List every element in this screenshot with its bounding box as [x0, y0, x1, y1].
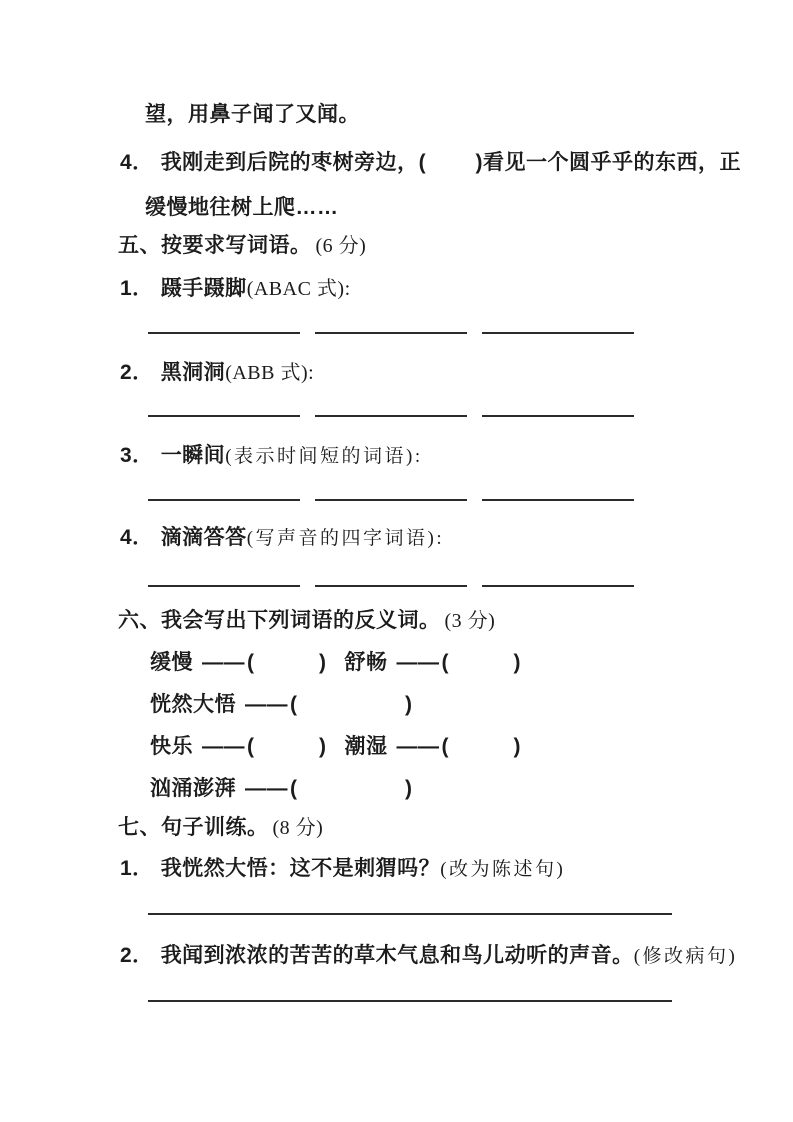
item-number: 2． — [120, 361, 154, 384]
antonym-blank: ( ) — [290, 777, 413, 800]
antonym-blank: ( ) — [290, 693, 413, 716]
answer-blanks-row-1 — [148, 322, 634, 334]
antonym-word: 快乐 — [150, 735, 193, 758]
antonym-dash: —— — [245, 693, 288, 716]
section-7-title: 七、句子训练。 — [118, 816, 269, 839]
section-5-item-2 — [120, 360, 314, 386]
antonym-row-4 — [150, 776, 413, 802]
answer-blank-line — [148, 405, 300, 417]
antonym-blank: ( ) — [247, 651, 327, 674]
item-word: 黑洞洞 — [160, 361, 226, 384]
item-word: 蹑手蹑脚 — [160, 277, 247, 300]
section-7-heading — [118, 815, 323, 841]
section-5-title: 五、按要求写词语。 — [118, 234, 312, 257]
section-7-points: (8 分) — [272, 817, 324, 839]
question-text: 我刚走到后院的枣树旁边，( )看见一个圆乎乎的东西，正 — [160, 151, 742, 174]
antonym-dash: —— — [202, 651, 245, 674]
antonym-blank: ( ) — [441, 735, 521, 758]
item-word: 滴滴答答 — [160, 526, 247, 549]
answer-blanks-row-4 — [148, 575, 634, 587]
antonym-row-2 — [150, 692, 413, 718]
antonym-blank: ( ) — [441, 651, 521, 674]
answer-blank-line — [315, 575, 467, 587]
answer-line — [148, 903, 672, 915]
section-5-points: (6 分) — [315, 235, 367, 257]
section-7-item-2 — [120, 943, 737, 970]
antonym-word: 恍然大悟 — [150, 693, 236, 716]
antonym-dash: —— — [396, 651, 440, 674]
section-5-item-4 — [120, 525, 444, 552]
answer-blank-line — [482, 489, 634, 501]
answer-blank-line — [482, 405, 634, 417]
antonym-dash: —— — [245, 777, 288, 800]
carryover-continuation-line: 望，用鼻子闻了又闻。 — [145, 103, 360, 126]
antonym-word: 舒畅 — [344, 651, 388, 674]
item-note: (ABB 式): — [225, 362, 315, 384]
item-note: (写声音的四字词语): — [246, 528, 445, 549]
item-number: 1． — [120, 277, 154, 300]
answer-blank-line — [482, 322, 634, 334]
antonym-dash: —— — [202, 735, 245, 758]
antonym-row-1 — [150, 650, 521, 676]
antonym-row-3 — [150, 734, 521, 760]
question-number: 4． — [120, 151, 154, 174]
section-5-item-1 — [120, 276, 351, 302]
answer-blank-line — [315, 322, 467, 334]
sentence-note: (修改病句) — [633, 946, 738, 967]
section-5-heading — [118, 233, 366, 259]
antonym-dash: —— — [396, 735, 440, 758]
answer-blank-line — [148, 322, 300, 334]
sentence-text: 我闻到浓浓的苦苦的草木气息和鸟儿动听的声音。 — [160, 944, 634, 967]
antonym-blank: ( ) — [247, 735, 327, 758]
section-6-title: 六、我会写出下列词语的反义词。 — [118, 609, 441, 632]
answer-blank-line — [482, 575, 634, 587]
item-number: 3． — [120, 444, 154, 467]
item-word: 一瞬间 — [160, 444, 226, 467]
section-5-item-3 — [120, 443, 423, 470]
sentence-note: (改为陈述句) — [440, 859, 566, 880]
item-note: (表示时间短的词语): — [225, 446, 423, 467]
answer-line — [148, 990, 672, 1002]
antonym-word: 汹涌澎湃 — [150, 777, 236, 800]
question-4-line — [120, 150, 741, 176]
item-note: (ABAC 式): — [246, 278, 351, 300]
answer-blanks-row-2 — [148, 405, 634, 417]
item-number: 1． — [120, 857, 154, 880]
answer-blanks-row-3 — [148, 489, 634, 501]
antonym-word: 缓慢 — [150, 651, 193, 674]
section-6-points: (3 分) — [444, 610, 496, 632]
answer-blank-line — [315, 405, 467, 417]
answer-blank-line — [148, 575, 300, 587]
question-4-continuation: 缓慢地往树上爬…… — [145, 196, 339, 219]
section-6-heading — [118, 608, 495, 634]
antonym-word: 潮湿 — [344, 735, 388, 758]
sentence-text: 我恍然大悟：这不是刺猬吗？ — [160, 857, 441, 880]
item-number: 2． — [120, 944, 154, 967]
answer-blank-line — [148, 489, 300, 501]
section-7-item-1 — [120, 856, 565, 883]
answer-blank-line — [315, 489, 467, 501]
item-number: 4． — [120, 526, 154, 549]
